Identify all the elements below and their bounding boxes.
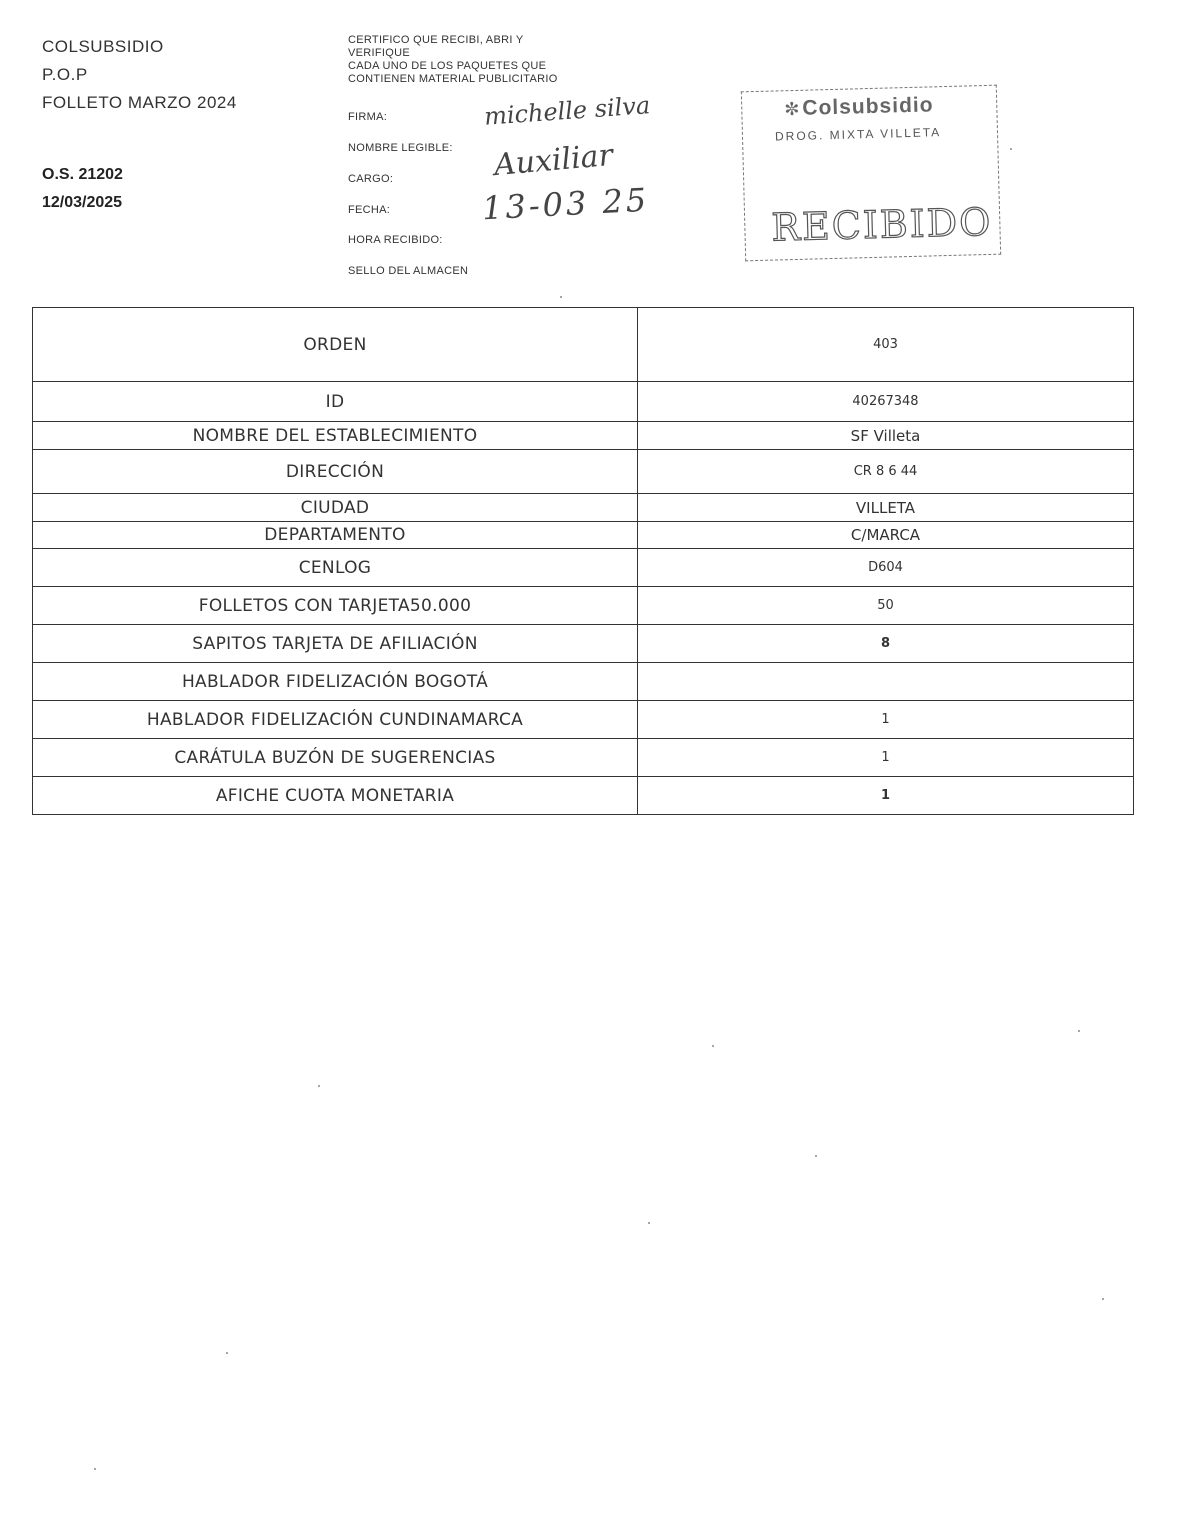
cert-line: CONTIENEN MATERIAL PUBLICITARIO <box>348 73 558 85</box>
row-label: CARÁTULA BUZÓN DE SUGERENCIAS <box>33 739 638 777</box>
cargo-label: CARGO: <box>348 173 394 185</box>
table-row <box>33 549 1134 587</box>
row-value: 8 <box>638 625 1134 663</box>
row-label: SAPITOS TARJETA DE AFILIACIÓN <box>33 625 638 663</box>
table-row <box>33 587 1134 625</box>
table-row <box>33 522 1134 549</box>
fecha-label: FECHA: <box>348 204 391 216</box>
stamp-status: RECIBIDO <box>770 199 993 250</box>
row-value: SF Villeta <box>638 422 1134 450</box>
scan-speck <box>648 1222 650 1224</box>
row-value: 403 <box>638 308 1134 382</box>
table-row <box>33 739 1134 777</box>
stamp-brand: ✼Colsubsidio <box>784 93 934 120</box>
cert-line: CADA UNO DE LOS PAQUETES QUE <box>348 60 547 72</box>
nombre-label: NOMBRE LEGIBLE: <box>348 142 453 154</box>
stamp-branch: DROG. MIXTA VILLETA <box>774 125 942 144</box>
row-value: 40267348 <box>638 382 1134 422</box>
header-block <box>42 33 237 117</box>
certification-text <box>348 34 558 86</box>
row-value <box>638 663 1134 701</box>
scan-speck <box>815 1155 817 1157</box>
colsubsidio-logo-icon: ✼ <box>784 98 801 120</box>
scan-speck <box>226 1352 228 1354</box>
row-value: D604 <box>638 549 1134 587</box>
service-order-number: O.S. 21202 <box>42 166 123 183</box>
table-row <box>33 494 1134 522</box>
row-label: DIRECCIÓN <box>33 450 638 494</box>
table-row <box>33 382 1134 422</box>
row-value: 1 <box>638 701 1134 739</box>
row-label: ORDEN <box>33 308 638 382</box>
table-row <box>33 308 1134 382</box>
table-row <box>33 450 1134 494</box>
scan-speck <box>1010 148 1012 150</box>
cert-line: VERIFIQUE <box>348 47 410 59</box>
sello-label: SELLO DEL ALMACEN <box>348 265 469 277</box>
row-label: CIUDAD <box>33 494 638 522</box>
cert-line: CERTIFICO QUE RECIBI, ABRI Y <box>348 34 524 46</box>
row-value: C/MARCA <box>638 522 1134 549</box>
material-table <box>32 307 1134 815</box>
row-label: DEPARTAMENTO <box>33 522 638 549</box>
row-value: 50 <box>638 587 1134 625</box>
company-name: COLSUBSIDIO <box>42 37 164 56</box>
handwritten-cargo: Auxiliar <box>492 137 615 184</box>
row-value: 1 <box>638 777 1134 815</box>
row-label: HABLADOR FIDELIZACIÓN CUNDINAMARCA <box>33 701 638 739</box>
hora-label: HORA RECIBIDO: <box>348 234 443 246</box>
table-row <box>33 422 1134 450</box>
scan-speck <box>560 296 562 298</box>
table-row <box>33 663 1134 701</box>
row-label: AFICHE CUOTA MONETARIA <box>33 777 638 815</box>
row-label: FOLLETOS CON TARJETA50.000 <box>33 587 638 625</box>
received-stamp <box>741 85 1001 262</box>
table-row <box>33 777 1134 815</box>
scan-speck <box>1078 1030 1080 1032</box>
row-value: CR 8 6 44 <box>638 450 1134 494</box>
scan-speck <box>1102 1298 1104 1300</box>
folleto-title: FOLLETO MARZO 2024 <box>42 93 237 112</box>
row-label: CENLOG <box>33 549 638 587</box>
handwritten-date: 13-03 25 <box>481 180 651 228</box>
scan-speck <box>94 1468 96 1470</box>
row-value: VILLETA <box>638 494 1134 522</box>
table-row <box>33 701 1134 739</box>
order-date: 12/03/2025 <box>42 194 123 211</box>
row-label: ID <box>33 382 638 422</box>
row-label: HABLADOR FIDELIZACIÓN BOGOTÁ <box>33 663 638 701</box>
department: P.O.P <box>42 65 88 84</box>
order-block <box>42 161 123 217</box>
row-label: NOMBRE DEL ESTABLECIMIENTO <box>33 422 638 450</box>
scan-speck <box>712 1045 714 1047</box>
table-row <box>33 625 1134 663</box>
row-value: 1 <box>638 739 1134 777</box>
scan-speck <box>318 1085 320 1087</box>
firma-label: FIRMA: <box>348 111 388 123</box>
handwritten-signature: michelle silva <box>483 91 652 131</box>
